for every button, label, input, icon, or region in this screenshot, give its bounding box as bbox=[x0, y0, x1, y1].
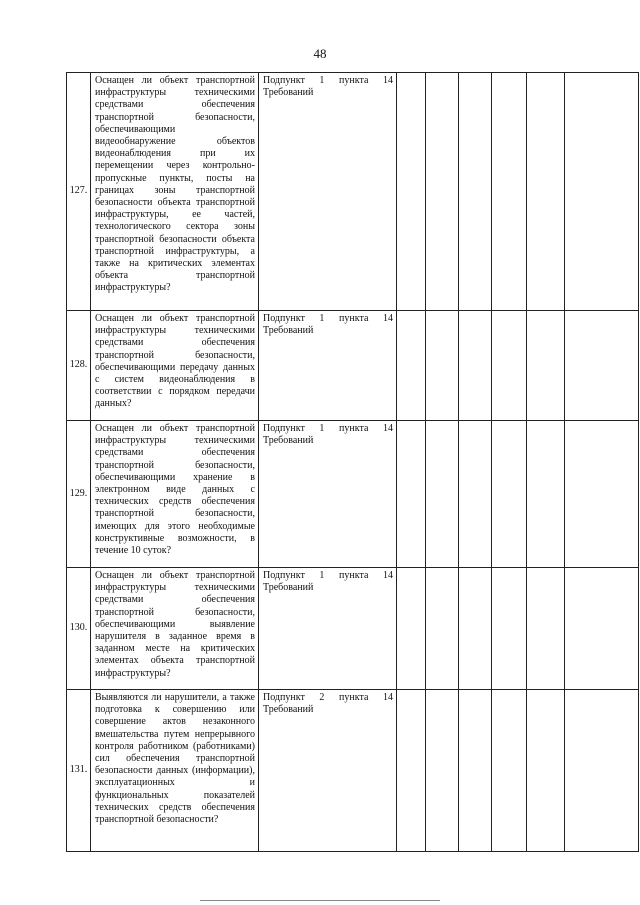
answer-cell bbox=[426, 73, 459, 311]
answer-cell bbox=[397, 311, 426, 421]
reference-cell: Подпункт 1 пункта 14 Требований bbox=[259, 568, 397, 690]
note-cell bbox=[565, 73, 639, 311]
note-cell bbox=[565, 568, 639, 690]
note-cell bbox=[565, 311, 639, 421]
answer-cell bbox=[527, 73, 565, 311]
row-number: 130. bbox=[67, 568, 91, 690]
answer-cell bbox=[492, 690, 527, 852]
row-number: 127. bbox=[67, 73, 91, 311]
answer-cell bbox=[459, 311, 492, 421]
answer-cell bbox=[426, 421, 459, 568]
answer-cell bbox=[527, 568, 565, 690]
answer-cell bbox=[527, 311, 565, 421]
answer-cell bbox=[459, 73, 492, 311]
answer-cell bbox=[459, 690, 492, 852]
answer-cell bbox=[397, 690, 426, 852]
table-row bbox=[67, 311, 639, 421]
answer-cell bbox=[426, 568, 459, 690]
note-cell bbox=[565, 690, 639, 852]
answer-cell bbox=[492, 311, 527, 421]
question-cell: Оснащен ли объект транспортной инфраструктуры техническими средствами обеспечения транспортной безопасности, обеспечивающими хранение в электронном виде данных с технических средств обеспечения транспортной безопасности, имеющих для этого необходимые конструктивные возможности, в течение 10 суток? bbox=[91, 421, 259, 568]
checklist-table bbox=[66, 72, 639, 852]
question-cell: Оснащен ли объект транспортной инфраструктуры техническими средствами обеспечения транспортной безопасности, обеспечивающими выявление нарушителя в заданное время в заданном месте на критических элементах объекта транспортной инфраструктуры? bbox=[91, 568, 259, 690]
reference-cell: Подпункт 1 пункта 14 Требований bbox=[259, 421, 397, 568]
answer-cell bbox=[492, 73, 527, 311]
reference-cell: Подпункт 2 пункта 14 Требований bbox=[259, 690, 397, 852]
question-cell: Оснащен ли объект транспортной инфраструктуры техническими средствами обеспечения транспортной безопасности, обеспечивающими передачу данных с систем видеонаблюдения в соответствии с порядком передачи данных? bbox=[91, 311, 259, 421]
answer-cell bbox=[527, 690, 565, 852]
answer-cell bbox=[459, 421, 492, 568]
answer-cell bbox=[492, 421, 527, 568]
table-row bbox=[67, 421, 639, 568]
answer-cell bbox=[527, 421, 565, 568]
answer-cell bbox=[397, 568, 426, 690]
reference-cell: Подпункт 1 пункта 14 Требований bbox=[259, 73, 397, 311]
reference-cell: Подпункт 1 пункта 14 Требований bbox=[259, 311, 397, 421]
answer-cell bbox=[426, 311, 459, 421]
answer-cell bbox=[397, 73, 426, 311]
table-row bbox=[67, 568, 639, 690]
page-number: 48 bbox=[313, 46, 327, 61]
answer-cell bbox=[459, 568, 492, 690]
row-number: 128. bbox=[67, 311, 91, 421]
answer-cell bbox=[492, 568, 527, 690]
answer-cell bbox=[426, 690, 459, 852]
answer-cell bbox=[397, 421, 426, 568]
note-cell bbox=[565, 421, 639, 568]
table-row bbox=[67, 690, 639, 852]
scan-edge-line bbox=[200, 900, 440, 901]
row-number: 129. bbox=[67, 421, 91, 568]
question-cell: Выявляются ли нарушители, а также подготовка к совершению или совершение актов незаконного вмешательства путем непрерывного контроля работником (работниками) сил обеспечения транспортной безопасности данных (информации), эксплуатационных и функциональных показателей технических средств обеспечения транспортной безопасности? bbox=[91, 690, 259, 852]
question-cell: Оснащен ли объект транспортной инфраструктуры техническими средствами обеспечения транспортной безопасности, обеспечивающими видеообнаружение объектов видеонаблюдения при их перемещении через контрольно-пропускные пункты, посты на границах зоны транспортной безопасности объекта транспортной инфраструктуры, ее частей, технологического сектора зоны транспортной безопасности объекта транспортной инфраструктуры, а также на критических элементах объекта транспортной инфраструктуры? bbox=[91, 73, 259, 311]
table-row bbox=[67, 73, 639, 311]
row-number: 131. bbox=[67, 690, 91, 852]
